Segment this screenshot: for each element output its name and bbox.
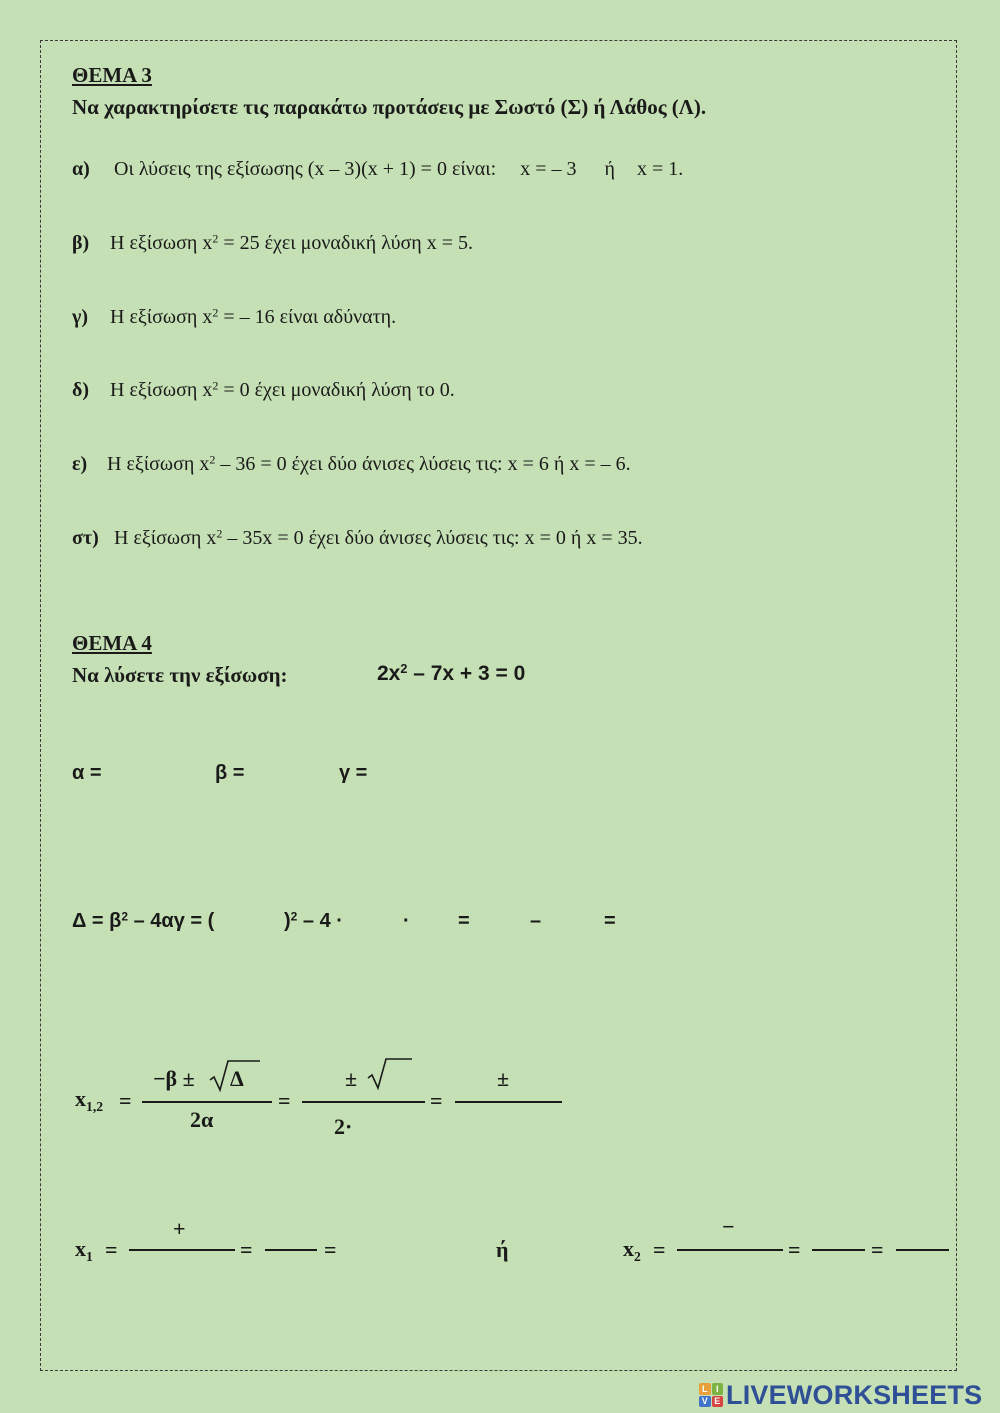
exponent: 2 <box>209 452 216 467</box>
liveworksheets-logo-icon <box>699 1383 723 1407</box>
formula-equals-1: = <box>119 1088 132 1113</box>
root-text: x <box>623 1236 634 1261</box>
exponent: 2 <box>212 378 219 393</box>
x2-label <box>623 1236 641 1262</box>
statement-text: Η εξίσωση x <box>110 379 213 401</box>
formula-pm-2: ± <box>497 1066 510 1091</box>
subscript: 1,2 <box>86 1098 104 1114</box>
discriminant-minus: – <box>530 910 542 932</box>
formula-numerator: −β ± <box>153 1066 195 1091</box>
alpha-label: α = <box>72 762 102 784</box>
exponent: 2 <box>212 231 219 246</box>
statement-text: = 25 έχει μοναδική λύση x = 5. <box>218 232 474 254</box>
x1-equals: = <box>105 1237 118 1262</box>
discriminant-square <box>284 910 343 933</box>
x2-equals-3: = <box>871 1237 884 1262</box>
statement-text: ή <box>604 158 615 180</box>
sqrt-blank-icon <box>366 1056 416 1092</box>
exponent: 2 <box>121 909 129 924</box>
formula-radicand: Δ <box>230 1066 244 1091</box>
x1-equals-3: = <box>324 1237 337 1262</box>
logo-letter: E <box>712 1396 724 1408</box>
fraction-bar-2 <box>302 1101 425 1103</box>
liveworksheets-watermark <box>699 1380 982 1410</box>
theme3-instruction: Να χαρακτηρίσετε τις παρακάτω προτάσεις με Σωστό (Σ) ή Λάθος (Λ). <box>72 95 707 119</box>
formula-denominator-2: 2· <box>334 1114 353 1139</box>
x1-fraction-bar-2 <box>265 1249 317 1251</box>
exponent: 2 <box>216 526 223 541</box>
statement-label: ε) <box>72 453 88 475</box>
exponent: 2 <box>400 662 408 677</box>
x1-equals-2: = <box>240 1237 253 1262</box>
subscript: 1 <box>86 1248 93 1264</box>
statement-b <box>72 232 473 255</box>
formula-equals-3: = <box>430 1088 443 1113</box>
statement-text: – 36 = 0 έχει δύο άνισες λύσεις τις: x = 6 ή x = – 6. <box>215 453 631 475</box>
equation-text: 2x <box>377 662 401 685</box>
statement-label: α) <box>72 158 90 180</box>
equation-text: – 7x + 3 = 0 <box>407 662 526 685</box>
exponent: 2 <box>212 305 219 320</box>
exponent: 2 <box>290 909 298 924</box>
statement-text: x = 1. <box>636 158 684 180</box>
statement-text: x = – 3 <box>520 158 577 180</box>
discriminant-lhs <box>72 910 214 933</box>
statement-text: Η εξίσωση x <box>110 306 213 328</box>
fraction-bar-1 <box>142 1101 272 1103</box>
statement-text: Η εξίσωση x <box>110 232 213 254</box>
logo-letter: L <box>699 1383 711 1395</box>
theme4-title: ΘΕΜΑ 4 <box>72 631 152 655</box>
x2-fraction-bar <box>677 1249 783 1251</box>
x12-label <box>75 1086 103 1112</box>
theme3-title: ΘΕΜΑ 3 <box>72 63 152 87</box>
x2-fraction-bar-3 <box>896 1249 949 1251</box>
statement-text: = – 16 είναι αδύνατη. <box>218 306 397 328</box>
watermark-text: LIVEWORKSHEETS <box>726 1379 983 1410</box>
statement-text: Η εξίσωση x <box>107 453 210 475</box>
root-text: x <box>75 1236 86 1261</box>
statement-c <box>72 306 396 329</box>
x1-fraction-bar <box>129 1249 235 1251</box>
discriminant-text: ) <box>284 910 291 932</box>
x1-label <box>75 1236 93 1262</box>
formula-equals-2: = <box>278 1088 291 1113</box>
statement-label: γ) <box>72 306 89 328</box>
statement-text: = 0 έχει μοναδική λύση το 0. <box>218 379 455 401</box>
statement-text: Η εξίσωση x <box>114 527 217 549</box>
theme4-instruction: Να λύσετε την εξίσωση: <box>72 663 288 687</box>
formula-denominator: 2α <box>190 1107 214 1132</box>
statement-a <box>72 158 683 181</box>
x2-equals: = <box>653 1237 666 1262</box>
statement-label: δ) <box>72 379 90 401</box>
logo-letter: I <box>712 1383 724 1395</box>
discriminant-dot: · <box>403 910 410 932</box>
discriminant-text: – 4αγ = ( <box>128 910 215 932</box>
beta-label: β = <box>215 762 245 784</box>
fraction-bar-3 <box>455 1101 562 1103</box>
statement-text: Οι λύσεις της εξίσωσης (x – 3)(x + 1) = 0 είναι: <box>114 158 497 180</box>
statement-e <box>72 453 631 476</box>
gamma-label: γ = <box>339 762 368 784</box>
statement-label: στ) <box>72 527 99 549</box>
statement-d <box>72 379 455 402</box>
or-word: ή <box>496 1237 509 1262</box>
statement-f <box>72 527 643 550</box>
statement-text: – 35x = 0 έχει δύο άνισες λύσεις τις: x = 0 ή x = 35. <box>222 527 643 549</box>
statement-label: β) <box>72 232 90 254</box>
formula-text: x <box>75 1086 86 1111</box>
x2-fraction-bar-2 <box>812 1249 865 1251</box>
x2-minus: − <box>722 1214 735 1239</box>
discriminant-equals-2: = <box>604 910 616 932</box>
formula-pm-1: ± <box>345 1066 358 1091</box>
theme4-equation <box>377 662 525 686</box>
discriminant-equals: = <box>458 910 470 932</box>
x2-equals-2: = <box>788 1237 801 1262</box>
subscript: 2 <box>634 1248 641 1264</box>
discriminant-text: Δ = β <box>72 910 122 932</box>
x1-plus: + <box>173 1216 186 1241</box>
logo-letter: V <box>699 1396 711 1408</box>
discriminant-text: – 4 · <box>297 910 343 932</box>
